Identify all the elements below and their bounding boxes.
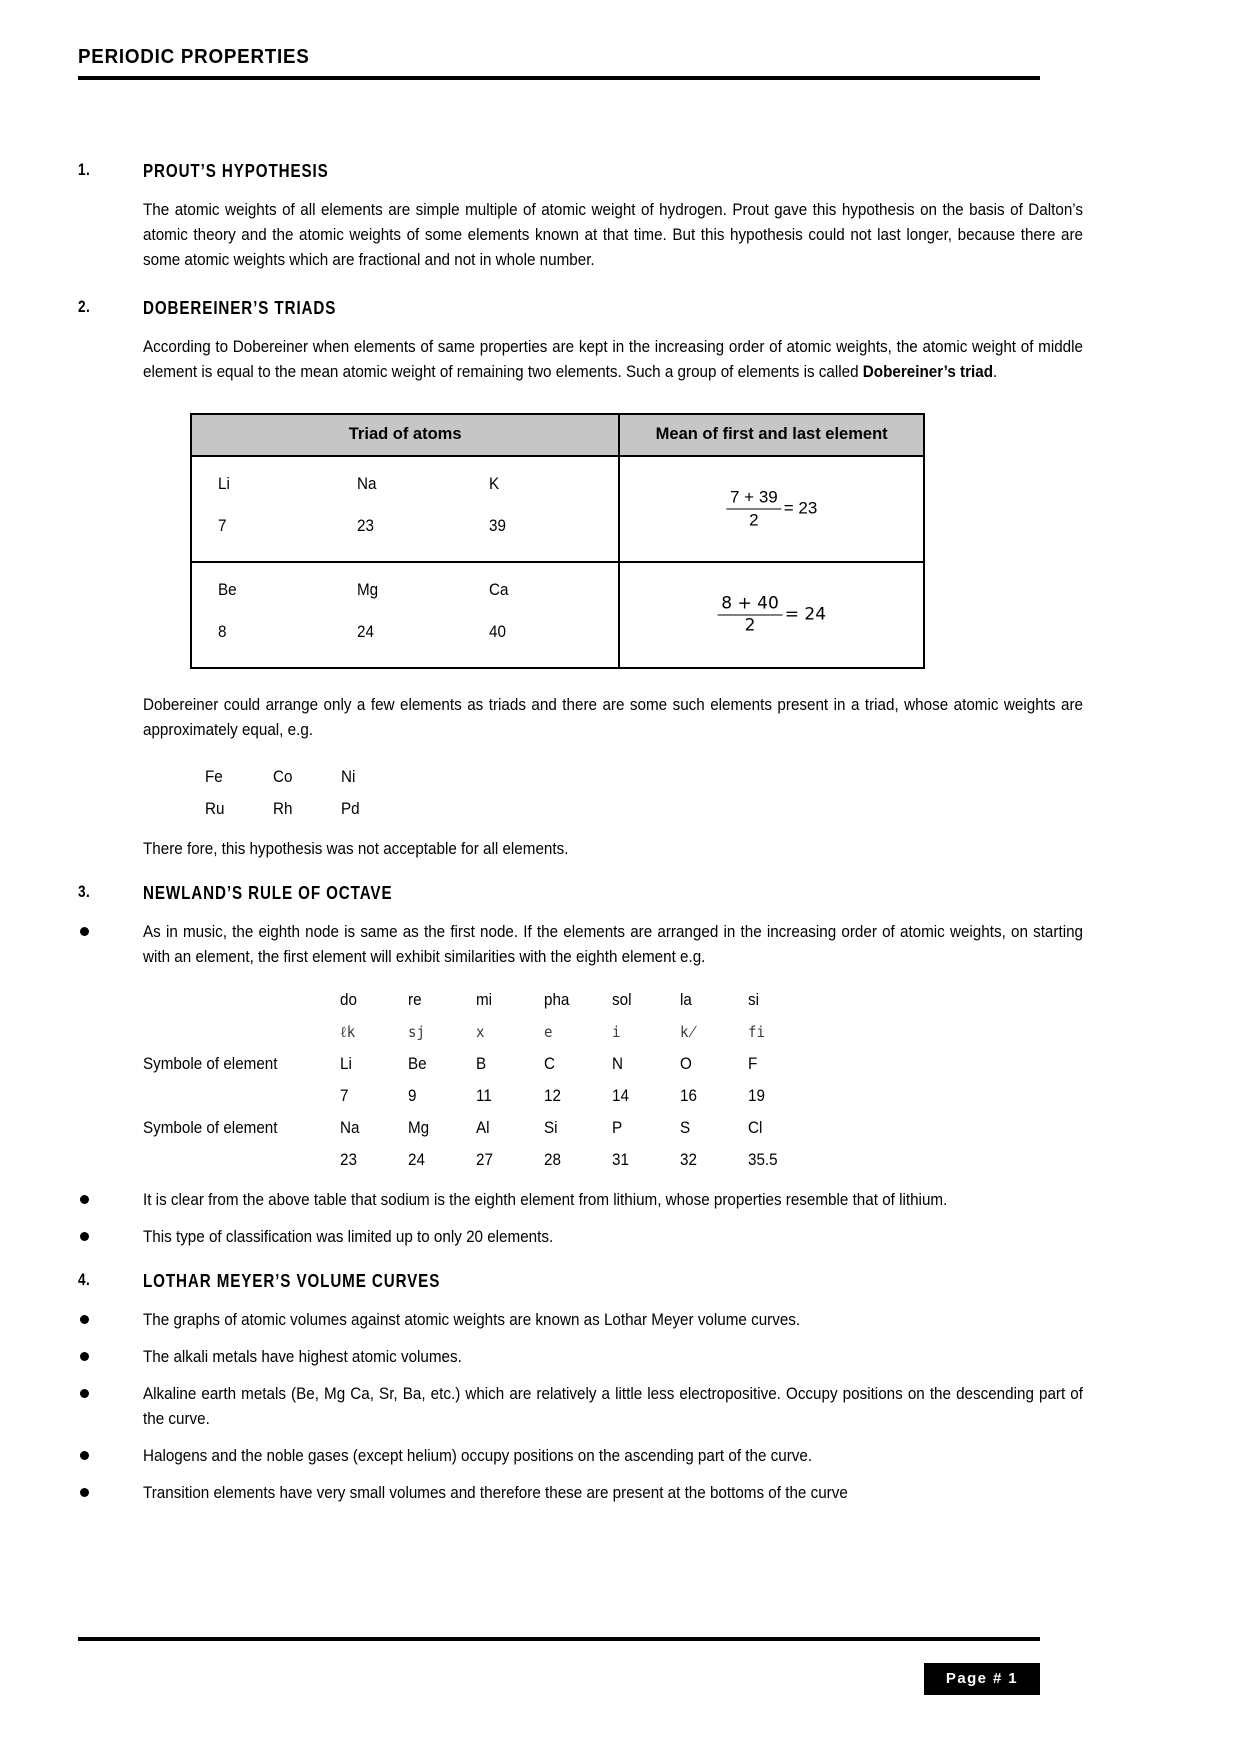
approx-triad-symbol: Ru [205,800,225,818]
triad-cell [191,562,619,668]
octave-cell [544,1048,612,1080]
page-number-badge: Page # 1 [924,1663,1040,1695]
section-heading: LOTHAR MEYER’S VOLUME CURVES [143,1270,441,1291]
octave-cell-text: 12 [544,1086,561,1105]
spacer [0,1370,1240,1382]
bullet-dot-icon [80,1488,89,1497]
octave-cell-text: x [476,1022,485,1041]
section-dobereiners-triads [0,297,1240,319]
spacer [0,862,1240,882]
bullet-dot-icon [80,1389,89,1398]
paragraph-text-bold: Dobereiner’s triad [862,363,994,381]
octave-cell-text: 27 [476,1150,493,1169]
section-lothar-meyer [0,1270,1240,1292]
bullet-dot-icon [80,1315,89,1324]
bullet-item [0,1345,1240,1370]
octave-cell-text: pha [544,990,570,1009]
bullet-item [0,1225,1240,1250]
octave-row-label [143,1144,328,1176]
octave-cell-text: fi [748,1022,765,1041]
spacer [0,825,1240,837]
table-row [191,562,924,668]
spacer [0,182,1240,198]
bullet-dot-icon [80,1352,89,1361]
bullet-item [0,920,1240,970]
octave-cell-text: k̸ [680,1022,697,1041]
octave-row-label: Symbole of element [143,1118,278,1137]
octave-cell-text: si [748,990,760,1009]
spacer [0,904,1240,920]
spacer [0,1292,1240,1308]
table-row [191,456,924,562]
mean-cell [619,456,924,562]
fraction-numerator: 7 + 39 [726,488,782,510]
octave-cell-text: mi [476,990,493,1009]
octave-cell-text: C [544,1054,556,1073]
dobereiner-note: Dobereiner could arrange only a few elements as triads and there are some such elements present in a triad, whose atomic weights are approximately equal, e.g. [143,696,1083,739]
document-content [0,160,1240,1506]
bullet-text: It is clear from the above table that sodium is the eighth element from lithium, whose properties resemble that of lithium. [143,1191,948,1209]
section-prouts-hypothesis [0,160,1240,182]
octave-cell [748,1048,816,1080]
fraction-denominator: 2 [749,510,759,530]
octave-cell [340,1048,408,1080]
octave-cell-text: 19 [748,1086,765,1105]
octave-cell [748,1144,816,1176]
octave-cell [408,1080,476,1112]
dobereiner-conclusion: There fore, this hypothesis was not acceptable for all elements. [143,840,569,858]
spacer [0,273,1240,297]
fraction-result: = 23 [783,498,818,517]
triad-symbol: Li [218,475,230,493]
octave-cell-text: 32 [680,1150,697,1169]
octave-cell [680,1048,748,1080]
section-number: 2. [78,297,91,316]
octave-row-notes [143,984,816,1016]
octave-cell-text: 28 [544,1150,561,1169]
fraction-result: = 24 [784,604,827,624]
dobereiners-triads-paragraph [143,335,1083,385]
octave-cell-text: 14 [612,1086,629,1105]
triad-weights [192,517,618,536]
fraction-numerator: 8 + 40 [717,594,783,616]
spacer [0,743,1240,751]
bullet-item [0,1382,1240,1432]
octave-cell [408,1144,476,1176]
section-number: 4. [78,1270,91,1289]
bullet-dot-icon [80,927,89,936]
octave-row-weights-2 [143,1144,816,1176]
octave-cell-text: F [748,1054,758,1073]
approx-triad-list [205,761,1240,825]
octave-cell [612,1048,680,1080]
fraction-expression [717,594,826,637]
octave-cell [476,984,544,1016]
approx-triad-symbol: Rh [273,800,293,818]
octave-cell [680,1112,748,1144]
approx-triad-symbol: Fe [205,768,223,786]
octave-cell-text: ℓk [340,1022,356,1041]
octave-cell-text: Al [476,1118,490,1137]
octave-cell [680,984,748,1016]
octave-cell [612,984,680,1016]
octave-cell-text: 9 [408,1086,417,1105]
octave-cell-text: 7 [340,1086,349,1105]
triad-cell [191,456,619,562]
octave-cell [340,1112,408,1144]
octave-row-label [143,1016,328,1048]
triad-weight: 24 [357,623,374,641]
page-footer [78,1637,1040,1687]
spacer [0,1176,1240,1188]
bullet-text: As in music, the eighth node is same as the first node. If the elements are arranged in the increasing order of atomic weights, on starting with an element, the first element will exhibit similarities with the eighth element e.g. [143,923,1083,966]
octave-cell [408,1048,476,1080]
octave-cell-text: O [680,1054,692,1073]
triad-symbol: Na [357,475,377,493]
approx-triad-symbol: Co [273,768,293,786]
octave-cell-text: N [612,1054,624,1073]
triad-weight: 40 [489,623,506,641]
column-header-mean: Mean of first and last element [619,414,924,456]
bullet-item [0,1444,1240,1469]
octave-row-label [143,984,328,1016]
octave-cell [612,1016,680,1048]
paragraph-text-pre: According to Dobereiner when elements of same properties are kept in the increasing order of atomic weights, the atomic weight of middle element is equal to the mean atomic weight of remaining two elements. Such a group of elements is called [143,338,1083,381]
section-newlands-rule [0,882,1240,904]
octave-cell-text: S [680,1118,691,1137]
octave-cell [476,1048,544,1080]
octave-row-label: Symbole of element [143,1054,278,1073]
approx-triad-symbol: Ni [341,768,356,786]
prouts-hypothesis-paragraph: The atomic weights of all elements are simple multiple of atomic weight of hydrogen. Prout gave this hypothesis on the basis of Dalton’s atomic theory and the atomic weights of some elements known at that time. But this hypothesis could not last longer, because there are some atomic weights which are fractional and not in whole number. [143,201,1083,269]
mean-cell-inner [620,563,923,667]
bullet-item [0,1481,1240,1506]
octave-cell [476,1080,544,1112]
octave-cell [340,984,408,1016]
octave-cell-text: 16 [680,1086,697,1105]
footer-divider [78,1637,1040,1641]
triad-weight: 39 [489,517,506,535]
approx-triad-row [205,761,1240,793]
octave-cell [340,1080,408,1112]
octave-cell-text: sj [408,1022,425,1041]
octave-cell [476,1144,544,1176]
octave-row-symbols-2 [143,1112,816,1144]
octave-cell-text: i [612,1022,621,1041]
triad-symbol: Be [218,581,237,599]
bullet-dot-icon [80,1195,89,1204]
octave-cell [748,1112,816,1144]
octave-cell-text: e [544,1022,553,1041]
spacer [0,1250,1240,1270]
triad-cell-inner [192,563,618,667]
octave-row-symbols-1 [143,1048,816,1080]
fraction [717,594,783,637]
octave-cell [544,1144,612,1176]
header-divider [78,76,1040,80]
triad-weight: 23 [357,517,374,535]
fraction-denominator: 2 [744,615,756,636]
octave-cell [748,984,816,1016]
triad-symbols [192,581,618,600]
octave-cell-text: sol [612,990,632,1009]
octave-cell [408,1016,476,1048]
bullet-text: This type of classification was limited up to only 20 elements. [143,1228,554,1246]
bullet-dot-icon [80,1451,89,1460]
spacer [0,669,1240,693]
triad-table [190,413,925,669]
octave-cell-text: 31 [612,1150,629,1169]
bullet-text: The graphs of atomic volumes against atomic weights are known as Lothar Meyer volume curves. [143,1311,801,1329]
approx-triad-symbol: Pd [341,800,360,818]
octave-cell-text: 11 [476,1086,492,1105]
bullet-text: Transition elements have very small volumes and therefore these are present at the bottoms of the curve [143,1484,848,1502]
octave-cell-text: P [612,1118,623,1137]
octave-cell-text: Cl [748,1118,763,1137]
octave-row-glyphs [143,1016,816,1048]
mean-cell [619,562,924,668]
octave-cell-text: 24 [408,1150,425,1169]
octave-cell-text: 23 [340,1150,357,1169]
octave-cell-text: B [476,1054,487,1073]
section-heading: NEWLAND’S RULE OF OCTAVE [143,882,393,903]
octave-cell [680,1144,748,1176]
section-heading: DOBEREINER’S TRIADS [143,297,337,318]
page-header [78,46,1040,80]
bullet-item [0,1188,1240,1213]
octave-cell-text: 35.5 [748,1150,778,1169]
octave-cell [612,1144,680,1176]
octave-row-weights-1 [143,1080,816,1112]
octave-cell [612,1112,680,1144]
octave-cell [544,1016,612,1048]
octave-cell [408,984,476,1016]
octave-cell-text: Na [340,1118,360,1137]
octave-row-label [143,1080,328,1112]
octave-cell [748,1016,816,1048]
column-header-triad: Triad of atoms [191,414,619,456]
octave-cell [408,1112,476,1144]
spacer [0,319,1240,335]
octave-cell-text: do [340,990,357,1009]
triad-weights [192,623,618,642]
triad-symbol: K [489,475,500,493]
octave-cell [680,1016,748,1048]
table-header-row [191,414,924,456]
triad-weight: 7 [218,517,227,535]
octave-cell-text: Si [544,1118,558,1137]
octave-cell-text: la [680,990,692,1009]
octave-cell [680,1080,748,1112]
octave-cell [544,984,612,1016]
octave-cell-text: Li [340,1054,352,1073]
octave-cell [476,1016,544,1048]
octave-cell [340,1016,408,1048]
triad-symbol: Ca [489,581,509,599]
spacer [0,1432,1240,1444]
spacer [0,1333,1240,1345]
triad-weight: 8 [218,623,227,641]
triad-symbols [192,475,618,494]
octave-cell-text: Be [408,1054,427,1073]
approx-triad-row [205,793,1240,825]
spacer [0,1469,1240,1481]
octave-cell [544,1112,612,1144]
spacer [0,1213,1240,1225]
bullet-item [0,1308,1240,1333]
triad-symbol: Mg [357,581,379,599]
fraction [726,488,782,531]
octave-cell [612,1080,680,1112]
octave-cell [340,1144,408,1176]
bullet-text: Halogens and the noble gases (except helium) occupy positions on the ascending part of the curve. [143,1447,813,1465]
paragraph-text-post: . [993,363,998,381]
triad-cell-inner [192,457,618,561]
bullet-dot-icon [80,1232,89,1241]
octave-cell-text: Mg [408,1118,430,1137]
octave-cell [476,1112,544,1144]
octave-cell-text: re [408,990,422,1009]
fraction-expression [726,488,817,531]
bullet-text: The alkali metals have highest atomic volumes. [143,1348,462,1366]
section-number: 1. [78,160,91,179]
section-number: 3. [78,882,91,901]
bullet-text: Alkaline earth metals (Be, Mg Ca, Sr, Ba, etc.) which are relatively a little less electropositive. Occupy positions on the descending part of the curve. [143,1385,1083,1428]
page-title: PERIODIC PROPERTIES [78,46,310,68]
octave-cell [544,1080,612,1112]
octave-cell [748,1080,816,1112]
mean-cell-inner [620,457,923,561]
octave-table [143,984,816,1176]
section-heading: PROUT’S HYPOTHESIS [143,160,329,181]
